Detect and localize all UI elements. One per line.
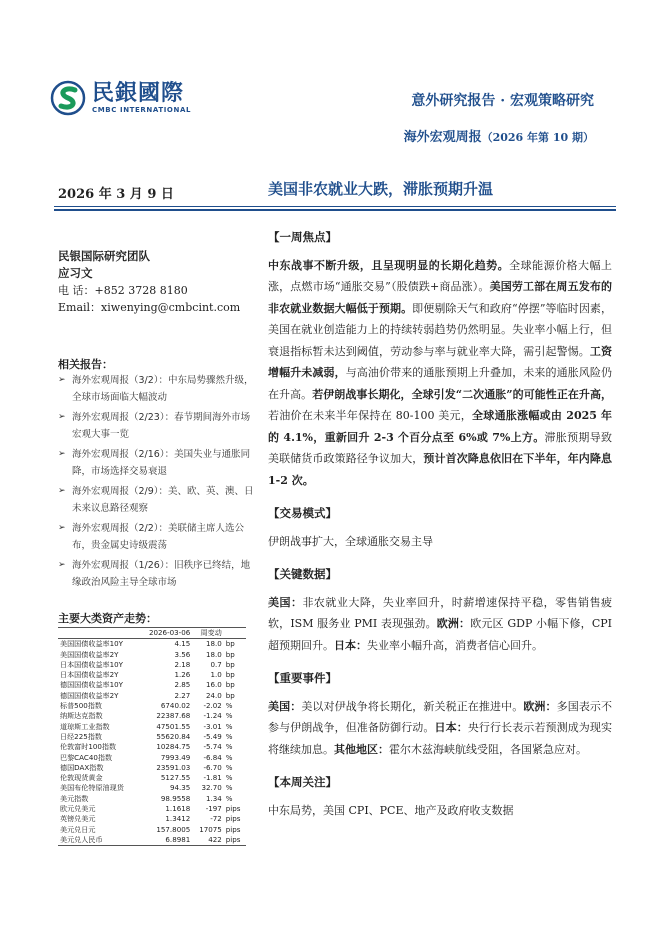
- asset-change: 18.0: [206, 639, 222, 649]
- data-us-text: 非农就业大降，失业率回升，时薪增速保持平稳，零售销售疲软，ISM 服务业 PMI 表现强劲。: [268, 595, 613, 630]
- table-row: [58, 804, 246, 814]
- analyst-name: 应习文: [58, 266, 93, 280]
- asset-value: 6.8981: [139, 835, 193, 846]
- asset-unit: bp: [225, 690, 235, 700]
- asset-name: 标普500指数: [60, 701, 102, 711]
- asset-unit: bp: [225, 639, 235, 649]
- main-content: [268, 227, 612, 833]
- focus-text-4: 若油价在未来半年保持在 80-100 美元，: [268, 409, 473, 422]
- asset-name: 德国国债收益率10Y: [60, 680, 124, 690]
- asset-change: -5.74: [203, 742, 222, 752]
- focus-bold-4: 若伊朗战事长期化，全球引发“二次通胀”的可能性正在升高，: [312, 387, 613, 401]
- asset-value: 5127.55: [160, 773, 191, 783]
- mode-text: 伊朗战事扩大，全球通胀交易主导: [268, 534, 433, 548]
- asset-name: 日经225指数: [60, 731, 102, 741]
- related-report-title: 海外宏观周报（2/23）：春节期间海外市场宏观大事一览: [72, 412, 251, 440]
- events-paragraph: [268, 696, 612, 761]
- asset-unit: %: [225, 711, 233, 721]
- analyst-info: [58, 248, 258, 316]
- related-reports-heading: 相关报告：: [58, 358, 113, 371]
- asset-unit: %: [225, 793, 233, 803]
- asset-change: -5.49: [203, 731, 222, 741]
- asset-value: 1.26: [174, 670, 191, 680]
- focus-text-2: 即便剔除天气和政府“停摆”等临时因素，美国在就业创造能力上的持续转弱趋势仍然明显。失业率小幅上行，但衰退指标暂未达到阈值，劳动参与率与就业率大降，需引起警惕。: [268, 301, 612, 358]
- asset-name: 日本国债收益率10Y: [60, 659, 124, 669]
- report-issue: （2026 年第 10 期）: [481, 131, 594, 144]
- bullet-arrow-icon: ➢: [58, 560, 66, 570]
- assets-table: [58, 627, 246, 846]
- asset-name: 伦敦现货黄金: [60, 773, 103, 783]
- asset-change: 24.0: [206, 690, 222, 700]
- asset-unit: %: [225, 773, 233, 783]
- asset-unit: %: [225, 783, 233, 793]
- events-jp-label: 日本：: [434, 721, 468, 734]
- report-series: 意外研究报告 · 宏观策略研究: [411, 93, 594, 109]
- table-row: [58, 650, 246, 660]
- bullet-arrow-icon: ➢: [58, 412, 66, 422]
- table-row: [58, 711, 246, 721]
- asset-change: 422: [192, 835, 224, 846]
- watch-text: 中东局势，美国 CPI、PCE、地产及政府收支数据: [268, 803, 514, 817]
- data-eu-label: 欧洲：: [436, 617, 471, 630]
- assets-header-unit: [224, 628, 246, 639]
- assets-header-change: 周变动: [192, 628, 224, 639]
- table-row: [58, 835, 246, 846]
- asset-name: 纳斯达克指数: [60, 711, 103, 721]
- asset-name: 美元兑人民币: [58, 835, 139, 846]
- asset-value: 2.27: [174, 690, 191, 700]
- asset-name: 伦敦富时100指数: [60, 742, 117, 752]
- focus-text-5: 滞胀预期导致美联储货币政策路径争议加大，: [268, 430, 613, 465]
- related-report-item[interactable]: [58, 446, 258, 480]
- asset-value: 157.8005: [156, 824, 191, 834]
- focus-bold-6: 预计首次降息依旧在下半年，年内降息 1-2 次。: [268, 452, 613, 487]
- mode-heading: 【交易模式】: [268, 506, 337, 520]
- assets-header-blank: [58, 628, 139, 639]
- asset-change: -1.24: [203, 711, 222, 721]
- focus-heading: 【一周焦点】: [268, 230, 337, 244]
- asset-unit: %: [225, 762, 233, 772]
- asset-change: -6.70: [203, 762, 222, 772]
- asset-value: 7993.49: [160, 752, 191, 762]
- asset-change: 32.70: [201, 783, 222, 793]
- table-row: [58, 691, 246, 701]
- asset-unit: %: [225, 742, 233, 752]
- header-divider-thick: [54, 209, 616, 211]
- events-other-text: 霍尔木兹海峡航线受阻，各国紧急应对。: [389, 742, 587, 756]
- data-jp-label: 日本：: [334, 638, 367, 652]
- events-eu-text: 多国表示不参与伊朗战争，但准备防御行动。: [268, 699, 613, 734]
- table-row: [58, 794, 246, 804]
- asset-value: 1.3412: [165, 814, 191, 824]
- related-report-title: 海外宏观周报（3/2）：中东局势骤然升级，全球市场面临大幅波动: [72, 375, 254, 403]
- asset-name: 美元兑日元: [60, 824, 96, 834]
- related-report-item[interactable]: [58, 409, 258, 443]
- table-row: [58, 763, 246, 773]
- focus-bold-5: 全球通胀涨幅或由 2025 年的 4.1%，重新回升 2-3 个百分点至 6%或 7%上方。: [268, 409, 613, 444]
- asset-name: 欧元兑美元: [60, 804, 96, 814]
- focus-text-1: 全球能源价格大幅上涨，点燃市场“通胀交易”（股债跌+商品涨）。: [268, 258, 613, 293]
- focus-bold-1: 中东战事不断升级，且呈现明显的长期化趋势。: [268, 258, 510, 272]
- related-report-title: 海外宏观周报（2/9）：美、欧、英、澳、日未来议息路径观察: [72, 486, 254, 514]
- asset-change: 1.0: [210, 670, 222, 680]
- asset-value: 2.85: [174, 680, 191, 690]
- related-report-title: 海外宏观周报（1/26）：旧秩序已终结，地缘政治风险主导全球市场: [72, 560, 251, 588]
- asset-name: 美国国债收益率10Y: [60, 639, 124, 649]
- related-reports: [58, 348, 258, 594]
- asset-unit: %: [225, 701, 233, 711]
- table-row: [58, 670, 246, 680]
- focus-paragraph: [268, 255, 612, 492]
- asset-value: 4.15: [174, 639, 191, 649]
- asset-value: 23591.03: [156, 762, 191, 772]
- asset-change: 1.34: [206, 793, 222, 803]
- related-report-item[interactable]: [58, 557, 258, 591]
- table-row: [58, 773, 246, 783]
- bullet-arrow-icon: ➢: [58, 449, 66, 459]
- asset-unit: bp: [225, 649, 235, 659]
- asset-name: 英镑兑美元: [60, 814, 96, 824]
- table-row: [58, 722, 246, 732]
- events-other-label: 其他地区：: [334, 742, 389, 756]
- events-eu-label: 欧洲：: [523, 699, 557, 713]
- data-paragraph: [268, 592, 612, 657]
- asset-name: 日本国债收益率2Y: [60, 670, 119, 680]
- asset-unit: bp: [225, 680, 235, 690]
- asset-unit: %: [225, 731, 233, 741]
- team-name: 民银国际研究团队: [58, 249, 150, 263]
- asset-value: 55620.84: [156, 731, 191, 741]
- bullet-arrow-icon: ➢: [58, 523, 66, 533]
- table-row: [58, 639, 246, 650]
- table-row: [58, 701, 246, 711]
- table-row: [58, 680, 246, 690]
- asset-change: -2.02: [203, 701, 222, 711]
- asset-change: -3.01: [203, 721, 222, 731]
- asset-change: 0.7: [210, 659, 222, 669]
- asset-unit: pips: [225, 814, 241, 824]
- asset-change: -72: [210, 814, 222, 824]
- asset-unit: %: [225, 752, 233, 762]
- asset-change: 16.0: [206, 680, 222, 690]
- cmbc-logo-icon: [50, 80, 86, 116]
- assets-header-date: 2026-03-06: [139, 628, 193, 639]
- table-row: [58, 660, 246, 670]
- related-report-item[interactable]: [58, 483, 258, 517]
- related-report-item[interactable]: [58, 520, 258, 554]
- asset-value: 6740.02: [160, 701, 191, 711]
- related-report-item[interactable]: [58, 372, 258, 406]
- related-report-title: 海外宏观周报（2/2）：美联储主席人选公布，贵金属史诗级震荡: [72, 523, 245, 551]
- table-row: [58, 825, 246, 835]
- report-title: 美国非农就业大跌，滞胀预期升温: [268, 180, 494, 198]
- events-jp-text: 央行行长表示若预测成为现实将继续加息。: [268, 721, 613, 756]
- events-heading: 【重要事件】: [268, 671, 337, 685]
- data-heading: 【关键数据】: [268, 567, 337, 581]
- asset-value: 2.18: [174, 659, 191, 669]
- header-divider: [54, 206, 616, 207]
- asset-value: 22387.68: [156, 711, 191, 721]
- events-us-text: 美以对伊战争将长期化，新关税正在推进中。: [301, 699, 524, 713]
- data-us-label: 美国：: [268, 595, 303, 609]
- asset-name: 美国国债收益率2Y: [60, 649, 119, 659]
- table-row: [58, 814, 246, 824]
- asset-value: 10284.75: [156, 742, 191, 752]
- table-row: [58, 783, 246, 793]
- asset-name: 美国布伦特原油现货: [60, 783, 124, 793]
- logo-chinese-name: 民銀國際: [92, 81, 185, 106]
- asset-unit: pips: [225, 824, 241, 834]
- data-jp-text: 失业率小幅升高，消费者信心回升。: [367, 638, 543, 652]
- asset-unit: %: [225, 721, 233, 731]
- focus-bold-2: 美国劳工部在周五发布的非农就业数据大幅低于预期。: [268, 280, 612, 315]
- company-logo: [50, 80, 191, 116]
- report-name-line: [404, 126, 594, 145]
- assets-heading: 主要大类资产走势：: [58, 612, 157, 625]
- asset-change: 17075: [199, 824, 222, 834]
- asset-change: -197: [205, 804, 222, 814]
- analyst-email[interactable]: Email：xiwenying@cmbcint.com: [58, 301, 241, 314]
- asset-name: 道琼斯工业指数: [60, 721, 110, 731]
- bullet-arrow-icon: ➢: [58, 375, 66, 385]
- asset-value: 3.56: [174, 649, 191, 659]
- focus-text-3: 与高油价带来的通胀预期上升叠加，未来的通胀风险仍在升高。: [268, 366, 613, 401]
- asset-value: 94.35: [169, 783, 191, 793]
- asset-unit: bp: [225, 670, 235, 680]
- asset-change: -6.84: [203, 752, 222, 762]
- asset-value: 47501.55: [156, 721, 191, 731]
- table-row: [58, 753, 246, 763]
- table-row: [58, 742, 246, 752]
- report-date: 2026 年 3 月 9 日: [58, 187, 174, 202]
- asset-name: 巴黎CAC40指数: [60, 752, 113, 762]
- asset-name: 德国DAX指数: [60, 762, 104, 772]
- bullet-arrow-icon: ➢: [58, 486, 66, 496]
- asset-unit: bp: [225, 659, 235, 669]
- asset-unit: pips: [225, 804, 241, 814]
- watch-heading: 【本周关注】: [268, 775, 337, 789]
- focus-bold-3: 工资增幅升未减弱，: [268, 344, 613, 379]
- asset-name: 美元指数: [60, 793, 89, 803]
- analyst-phone: 电 话：+852 3728 8180: [58, 284, 188, 297]
- related-report-title: 海外宏观周报（2/16）：美国失业与通胀同降，市场选择交易衰退: [72, 449, 251, 477]
- asset-change: -1.81: [203, 773, 222, 783]
- asset-change: 18.0: [206, 649, 222, 659]
- events-us-label: 美国：: [268, 699, 302, 713]
- asset-value: 1.1618: [165, 804, 191, 814]
- table-row: [58, 732, 246, 742]
- asset-value: 98.9558: [160, 793, 191, 803]
- logo-english-name: CMBC INTERNATIONAL: [92, 106, 192, 114]
- report-name: 海外宏观周报: [403, 130, 482, 145]
- data-eu-text: 欧元区 GDP 小幅下修，CPI 超预期回升。: [268, 617, 612, 652]
- asset-name: 德国国债收益率2Y: [60, 690, 119, 700]
- asset-unit: pips: [224, 835, 246, 846]
